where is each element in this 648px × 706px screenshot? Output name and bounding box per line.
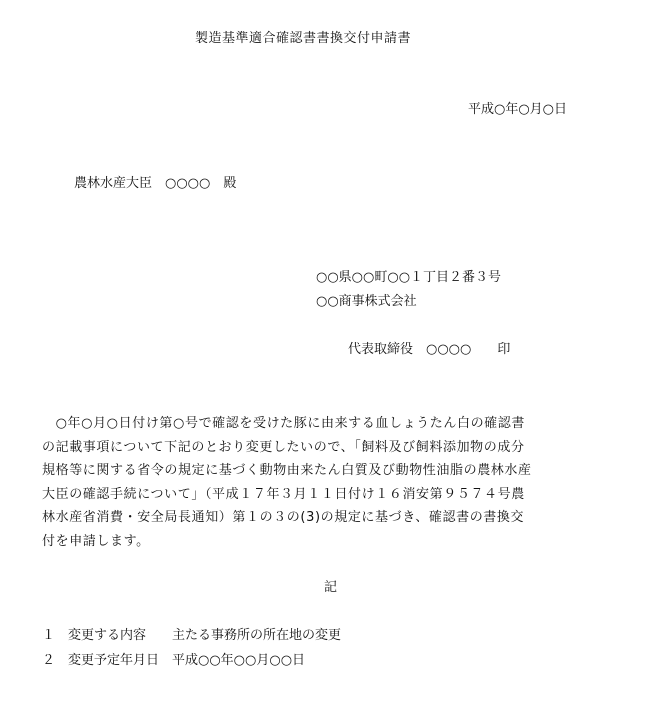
- body-line: 規格等に関する省令の規定に基づく動物由来たん白質及び動物性油脂の農林水産: [42, 463, 532, 479]
- body-line: 林水産省消費・安全局長通知）第１の３の(3)の規定に基づき、確認書の書換交: [42, 510, 525, 526]
- applicant-address: ○○県○○町○○１丁目２番３号: [316, 270, 502, 285]
- list-item-change-content: １ 変更する内容 主たる事務所の所在地の変更: [42, 628, 342, 643]
- applicant-company: ○○商事株式会社: [316, 294, 417, 309]
- list-item-change-date: ２ 変更予定年月日 平成○○年○○月○○日: [42, 653, 306, 668]
- applicant-representative: 代表取締役 ○○○○ 印: [348, 342, 511, 357]
- body-line: ○年○月○日付け第○号で確認を受けた豚に由来する血しょうたん白の確認書: [42, 416, 525, 431]
- application-date: 平成○年○月○日: [468, 102, 568, 117]
- body-line: 付を申請します。: [42, 533, 150, 549]
- body-line: 大臣の確認手続について」（平成１７年３月１１日付け１６消安第９５７４号農: [42, 486, 525, 502]
- recipient: 農林水産大臣 ○○○○ 殿: [74, 176, 237, 191]
- document-title: 製造基準適合確認書書換交付申請書: [195, 31, 412, 46]
- body-paragraph: [42, 412, 632, 554]
- body-line: の記載事項について下記のとおり変更したいので、「飼料及び飼料添加物の成分: [42, 439, 525, 455]
- ki-heading: 記: [324, 580, 338, 595]
